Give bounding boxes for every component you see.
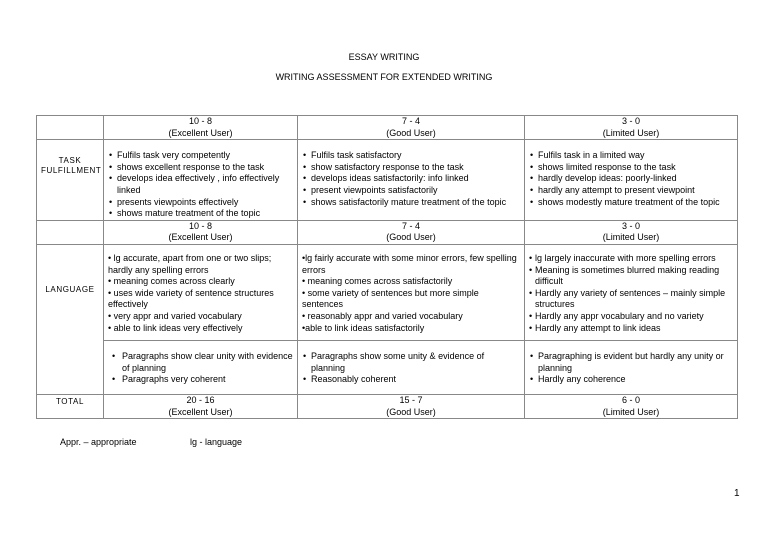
band-header-limited [525,220,738,244]
criterion-item: • Meaning is sometimes blurred making reading difficult [529,265,733,288]
organisation-row [37,340,738,394]
assessment-table [36,115,738,419]
criterion-item: • Hardly any attempt to link ideas [529,323,733,335]
task-row-label: TASK FULFILLMENT [37,140,104,221]
band-header-excellent [104,116,298,140]
language-limited-cell [525,244,738,340]
band-label: (Excellent User) [168,232,233,243]
corner-cell [37,220,104,244]
band-label: (Limited User) [602,232,660,243]
criterion-item: • some variety of sentences but more simple sentences [302,287,479,310]
total-limited-cell [525,394,738,418]
criterion-item: • meaning comes across satisfactorily [302,276,453,287]
band-header-row [37,116,738,140]
criterion-item: • shows mature treatment of the topic [108,208,293,220]
language-excellent-cell [104,244,298,340]
criterion-item: • Paragraphs very coherent [108,374,293,386]
criterion-item: • hardly develop ideas: poorly-linked [529,173,733,185]
band-range: 3 - 0 [621,116,640,126]
criterion-item: • Hardly any coherence [529,374,733,386]
criterion-item: • Paragraphing is evident but hardly any unity or planning [529,351,733,374]
band-label: (Good User) [386,127,436,138]
task-limited-cell [525,140,738,221]
criterion-item: • Fulfils task satisfactory [302,150,520,162]
band-range: 10 - 8 [188,220,212,231]
criterion-item: • able to link ideas very effectively [108,322,243,333]
criterion-item: • meaning comes across clearly [108,276,235,287]
criterion-item: • presents viewpoints effectively [108,197,293,209]
document-subtitle: WRITING ASSESSMENT FOR EXTENDED WRITING [275,72,493,82]
criterion-item: • Reasonably coherent [302,374,520,386]
abbreviation-note-appr: Appr. – appropriate [60,437,137,447]
total-excellent-cell [104,394,298,418]
criterion-item: • shows limited response to the task [529,162,733,174]
criterion-item: • reasonably appr and varied vocabulary [302,310,463,321]
criterion-item: • shows satisfactorily mature treatment of the topic [302,197,520,209]
band-header-row [37,220,738,244]
criterion-item: •lg fairly accurate with some minor errors, few spelling errors [302,252,517,275]
language-row-label: LANGUAGE [37,244,104,394]
criterion-item: • Hardly any variety of sentences – mainly simple structures [529,288,733,311]
criterion-item: • develops idea effectively , info effectively linked [108,173,293,196]
total-label: TOTAL [37,394,104,418]
task-good-cell [298,140,525,221]
criterion-item: • Paragraphs show some unity & evidence of planning [302,351,520,374]
band-label: (Good User) [386,406,436,417]
organisation-limited-cell [525,340,738,394]
criterion-item: • lg largely inaccurate with more spelling errors [529,253,733,265]
criterion-item: • present viewpoints satisfactorily [302,185,520,197]
task-excellent-cell [104,140,298,221]
organisation-excellent-cell [104,340,298,394]
criterion-item: • Fulfils task very competently [108,150,293,162]
band-range: 6 - 0 [621,394,640,405]
criterion-item: • very appr and varied vocabulary [108,310,242,321]
criterion-item: • shows excellent response to the task [108,162,293,174]
band-range: 7 - 4 [401,116,420,126]
band-label: (Excellent User) [168,127,233,138]
criterion-item: •able to link ideas satisfactorily [302,322,425,333]
criterion-item: • hardly any attempt to present viewpoint [529,185,733,197]
criterion-item: • shows modestly mature treatment of the topic [529,197,733,209]
band-header-good [298,220,525,244]
total-row [37,394,738,418]
task-row [37,140,738,221]
document-title: ESSAY WRITING [348,52,420,62]
band-range: 20 - 16 [186,394,215,405]
language-row [37,244,738,340]
organisation-good-cell [298,340,525,394]
band-range: 15 - 7 [399,394,423,405]
page-number: 1 [734,488,740,499]
band-label: (Limited User) [602,127,660,138]
band-header-excellent [104,220,298,244]
criterion-item: • uses wide variety of sentence structures effectively [108,287,274,310]
total-good-cell [298,394,525,418]
band-range: 7 - 4 [401,220,420,231]
criterion-item: • Fulfils task in a limited way [529,150,733,162]
band-range: 3 - 0 [621,220,640,231]
criterion-item: • show satisfactory response to the task [302,162,520,174]
band-header-limited [525,116,738,140]
criterion-item: • Paragraphs show clear unity with evidence of planning [108,351,293,374]
band-label: (Limited User) [602,406,660,417]
language-good-cell [298,244,525,340]
band-label: (Good User) [386,232,436,243]
band-header-good [298,116,525,140]
criterion-item: • Hardly any appr vocabulary and no variety [529,311,733,323]
abbreviation-note-lg: lg - language [190,437,243,447]
band-label: (Excellent User) [168,406,233,417]
corner-cell [37,116,104,140]
criterion-item: • lg accurate, apart from one or two slips; hardly any spelling errors [108,252,272,275]
band-range: 10 - 8 [188,116,212,126]
criterion-item: • develops ideas satisfactorily: info linked [302,173,520,185]
